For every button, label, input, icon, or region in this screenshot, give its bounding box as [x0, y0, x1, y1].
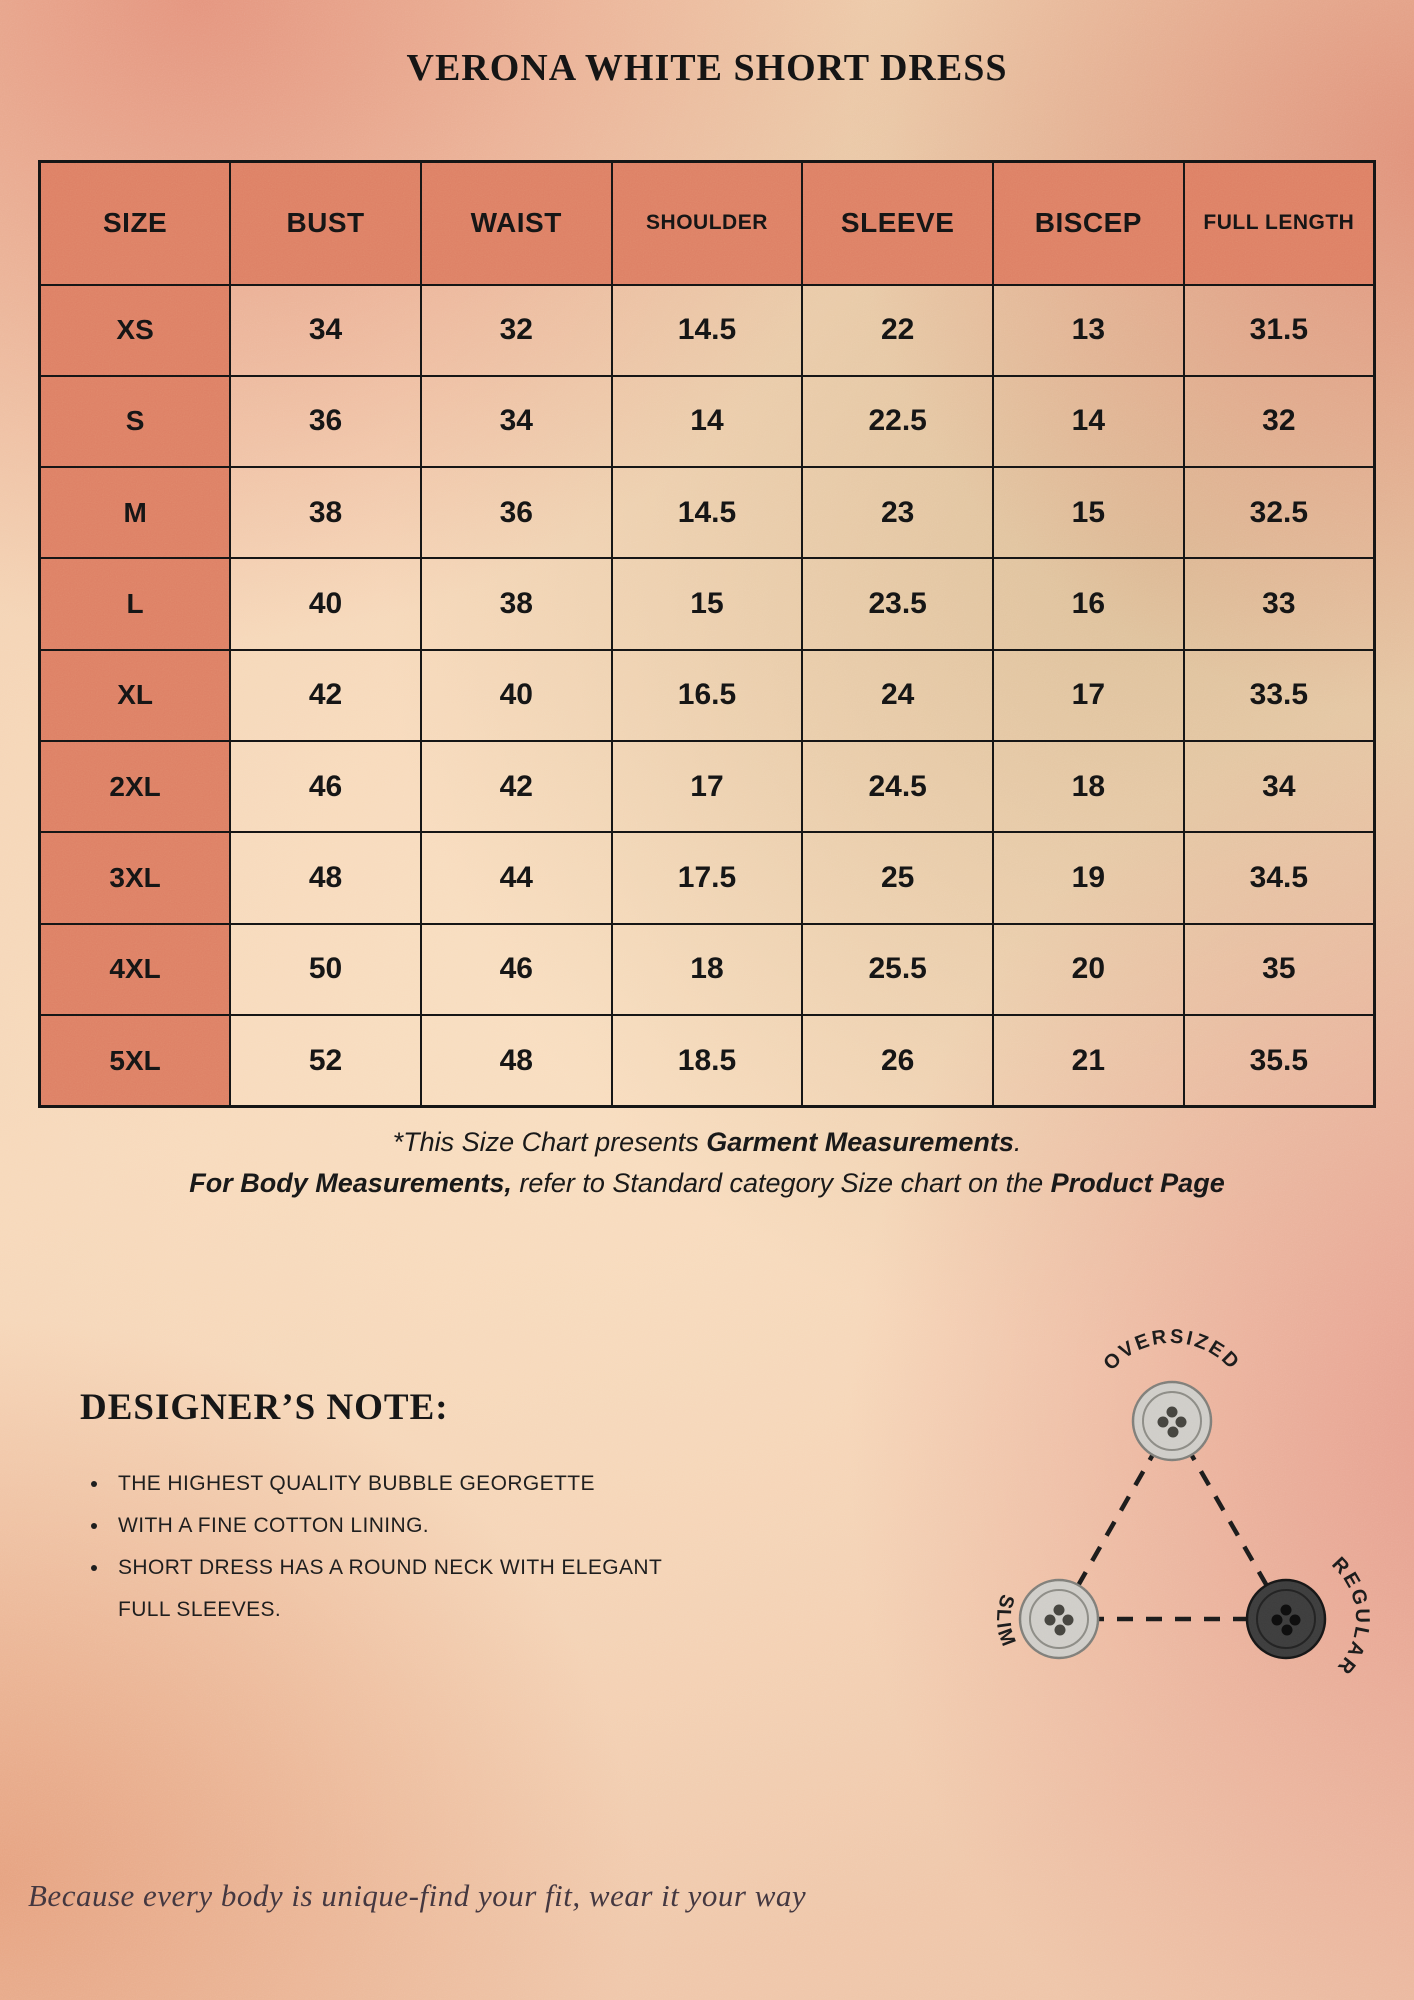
footnote-text: refer to Standard category Size chart on the — [511, 1168, 1051, 1198]
measurement-value: 18.5 — [612, 1015, 803, 1106]
table-row — [40, 832, 1375, 923]
measurement-value: 31.5 — [1184, 285, 1375, 376]
size-label: 3XL — [40, 832, 231, 923]
size-label: 4XL — [40, 924, 231, 1015]
measurement-value: 36 — [421, 467, 612, 558]
measurement-value: 35.5 — [1184, 1015, 1375, 1106]
measurement-value: 44 — [421, 832, 612, 923]
measurement-value: 34 — [1184, 741, 1375, 832]
measurement-value: 34 — [230, 285, 421, 376]
measurement-value: 32 — [421, 285, 612, 376]
measurement-value: 23.5 — [802, 558, 993, 649]
measurement-value: 42 — [230, 650, 421, 741]
size-label: S — [40, 376, 231, 467]
measurement-value: 32.5 — [1184, 467, 1375, 558]
measurement-value: 33.5 — [1184, 650, 1375, 741]
footnote-bold-text: Product Page — [1050, 1168, 1225, 1198]
table-row — [40, 558, 1375, 649]
measurement-value: 23 — [802, 467, 993, 558]
table-row — [40, 467, 1375, 558]
size-label: 2XL — [40, 741, 231, 832]
measurement-value: 38 — [421, 558, 612, 649]
table-header-row — [40, 162, 1375, 285]
measurement-value: 15 — [993, 467, 1184, 558]
measurement-value: 36 — [230, 376, 421, 467]
measurement-value: 21 — [993, 1015, 1184, 1106]
measurement-value: 25.5 — [802, 924, 993, 1015]
designers-note-heading: DESIGNER’S NOTE: — [80, 1387, 449, 1428]
designers-note-section — [80, 1386, 680, 1631]
measurement-value: 24.5 — [802, 741, 993, 832]
measurement-value: 48 — [421, 1015, 612, 1106]
measurement-value: 16.5 — [612, 650, 803, 741]
designers-note-item: • THE HIGHEST QUALITY BUBBLE GEORGETTE — [110, 1463, 670, 1505]
measurement-value: 16 — [993, 558, 1184, 649]
measurement-value: 17 — [993, 650, 1184, 741]
footnote-bold-text: For Body Measurements, — [189, 1168, 512, 1198]
measurement-value: 50 — [230, 924, 421, 1015]
column-header-size: SIZE — [40, 162, 231, 285]
measurement-value: 14 — [993, 376, 1184, 467]
fit-type-diagram — [960, 1320, 1380, 1700]
table-row — [40, 741, 1375, 832]
size-measurements-table — [38, 160, 1376, 1108]
page-title: VERONA WHITE SHORT DRESS — [406, 47, 1008, 89]
designers-note-item: • SHORT DRESS HAS A ROUND NECK WITH ELEGANT FULL SLEEVES. — [110, 1547, 670, 1631]
measurement-value: 22.5 — [802, 376, 993, 467]
measurement-value: 26 — [802, 1015, 993, 1106]
measurement-value: 15 — [612, 558, 803, 649]
table-row — [40, 650, 1375, 741]
measurement-value: 22 — [802, 285, 993, 376]
designers-note-list — [80, 1463, 670, 1631]
measurement-value: 13 — [993, 285, 1184, 376]
footnote-line-2 — [0, 1163, 1414, 1204]
table-row — [40, 924, 1375, 1015]
column-header-waist: WAIST — [421, 162, 612, 285]
measurement-value: 42 — [421, 741, 612, 832]
measurement-value: 17 — [612, 741, 803, 832]
brand-tagline: Because every body is unique-find your fit, wear it your way — [28, 1878, 807, 1913]
measurement-value: 18 — [612, 924, 803, 1015]
measurement-value: 52 — [230, 1015, 421, 1106]
slim-button-icon — [1020, 1580, 1098, 1658]
oversized-button-icon — [1133, 1382, 1211, 1460]
size-label: M — [40, 467, 231, 558]
column-header-shoulder: SHOULDER — [612, 162, 803, 285]
footnote-text: . — [1013, 1127, 1022, 1157]
column-header-bust: BUST — [230, 162, 421, 285]
table-row — [40, 1015, 1375, 1106]
measurement-value: 24 — [802, 650, 993, 741]
size-label: 5XL — [40, 1015, 231, 1106]
size-label: XS — [40, 285, 231, 376]
size-label: L — [40, 558, 231, 649]
measurement-value: 40 — [230, 558, 421, 649]
column-header-sleeve: SLEEVE — [802, 162, 993, 285]
measurement-value: 14 — [612, 376, 803, 467]
regular-button-icon-selected — [1247, 1580, 1325, 1658]
measurement-value: 25 — [802, 832, 993, 923]
regular-label: REGULAR — [1327, 1553, 1374, 1680]
measurement-value: 38 — [230, 467, 421, 558]
footnote-line-1 — [0, 1122, 1414, 1163]
measurement-value: 14.5 — [612, 285, 803, 376]
measurement-value: 18 — [993, 741, 1184, 832]
column-header-biscep: BISCEP — [993, 162, 1184, 285]
measurement-value: 35 — [1184, 924, 1375, 1015]
measurement-value: 34 — [421, 376, 612, 467]
measurement-value: 48 — [230, 832, 421, 923]
measurement-value: 14.5 — [612, 467, 803, 558]
table-row — [40, 285, 1375, 376]
table-row — [40, 376, 1375, 467]
oversized-label: OVERSIZED — [1099, 1325, 1245, 1375]
measurement-value: 46 — [230, 741, 421, 832]
designers-note-item: • WITH A FINE COTTON LINING. — [110, 1505, 670, 1547]
measurement-value: 34.5 — [1184, 832, 1375, 923]
measurement-value: 33 — [1184, 558, 1375, 649]
garment-measurement-footnote — [0, 1122, 1414, 1204]
column-header-full-length: FULL LENGTH — [1184, 162, 1375, 285]
slim-label: SLIM — [991, 1591, 1021, 1652]
measurement-value: 20 — [993, 924, 1184, 1015]
size-label: XL — [40, 650, 231, 741]
footnote-bold-text: Garment Measurements — [706, 1127, 1014, 1157]
footnote-text: *This Size Chart presents — [392, 1127, 707, 1157]
measurement-value: 32 — [1184, 376, 1375, 467]
measurement-value: 40 — [421, 650, 612, 741]
measurement-value: 17.5 — [612, 832, 803, 923]
measurement-value: 46 — [421, 924, 612, 1015]
measurement-value: 19 — [993, 832, 1184, 923]
